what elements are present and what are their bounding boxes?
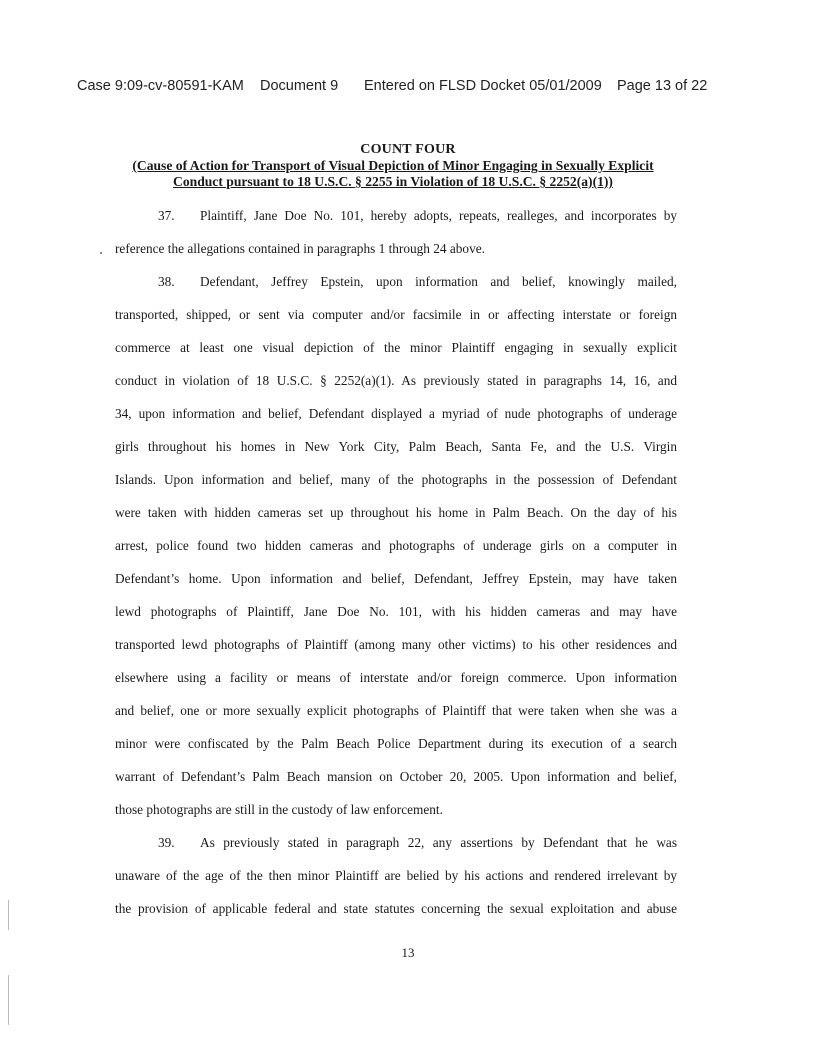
- paragraph-line: those photographs are still in the custody of law enforcement.: [115, 802, 443, 817]
- paragraph-line: the provision of applicable federal and state statutes concerning the sexual exploitation and abuse: [115, 901, 677, 916]
- paragraph-line: girls throughout his homes in New York City, Palm Beach, Santa Fe, and the U.S. Virgin: [115, 439, 677, 454]
- paragraph-line: unaware of the age of the then minor Plaintiff are belied by his actions and rendered irrelevant by: [115, 868, 677, 883]
- scan-speck: [100, 252, 102, 254]
- paragraph-38-first-line: [158, 274, 677, 290]
- paragraph-number: 38.: [158, 274, 175, 289]
- paragraph-number: 39.: [158, 835, 175, 850]
- paragraph-line: Islands. Upon information and belief, many of the photographs in the possession of Defendant: [115, 472, 677, 487]
- paragraph-text: As previously stated in paragraph 22, any assertions by Defendant that he was: [200, 835, 677, 850]
- paragraph-line: lewd photographs of Plaintiff, Jane Doe No. 101, with his hidden cameras and may have: [115, 604, 677, 619]
- case-number: Case 9:09-cv-80591-KAM: [77, 78, 244, 94]
- paragraph-text: Plaintiff, Jane Doe No. 101, hereby adopts, repeats, realleges, and incorporates by: [200, 208, 677, 223]
- paragraph-line: conduct in violation of 18 U.S.C. § 2252(a)(1). As previously stated in paragraphs 14, 16, and: [115, 373, 677, 388]
- paragraph-line: reference the allegations contained in paragraphs 1 through 24 above.: [115, 241, 485, 256]
- paragraph-line: elsewhere using a facility or means of interstate and/or foreign commerce. Upon information: [115, 670, 677, 685]
- paragraph-line: Defendant’s home. Upon information and belief, Defendant, Jeffrey Epstein, may have taken: [115, 571, 677, 586]
- paragraph-line: minor were confiscated by the Palm Beach Police Department during its execution of a search: [115, 736, 677, 751]
- paragraph-line: 34, upon information and belief, Defendant displayed a myriad of nude photographs of underage: [115, 406, 677, 421]
- page-of-total: Page 13 of 22: [617, 78, 708, 94]
- document-number: Document 9: [260, 78, 339, 94]
- paragraph-number: 37.: [158, 208, 175, 223]
- paragraph-text: Defendant, Jeffrey Epstein, upon information and belief, knowingly mailed,: [200, 274, 677, 289]
- paragraph-37-first-line: [158, 208, 677, 224]
- cause-heading-line-1: (Cause of Action for Transport of Visual Depiction of Minor Engaging in Sexually Explicit: [132, 158, 654, 173]
- paragraph-line: warrant of Defendant’s Palm Beach mansion on October 20, 2005. Upon information and belief,: [115, 769, 677, 784]
- cause-heading-line-2: Conduct pursuant to 18 U.S.C. § 2255 in Violation of 18 U.S.C. § 2252(a)(1)): [173, 174, 613, 189]
- paragraph-line: transported, shipped, or sent via computer and/or facsimile in or affecting interstate or foreign: [115, 307, 677, 322]
- page-number: 13: [401, 945, 415, 960]
- paragraph-line: commerce at least one visual depiction of the minor Plaintiff engaging in sexually explicit: [115, 340, 677, 355]
- scan-edge-mark: [8, 975, 9, 1025]
- paragraph-39-first-line: [158, 835, 677, 851]
- scan-edge-mark: [8, 900, 9, 930]
- paragraph-line: and belief, one or more sexually explicit photographs of Plaintiff that were taken when she was a: [115, 703, 677, 718]
- paragraph-line: transported lewd photographs of Plaintiff (among many other victims) to his other residences and: [115, 637, 677, 652]
- docket-entry: Entered on FLSD Docket 05/01/2009: [364, 78, 602, 94]
- count-title: COUNT FOUR: [360, 142, 456, 157]
- paragraph-line: arrest, police found two hidden cameras and photographs of underage girls on a computer in: [115, 538, 677, 553]
- paragraph-line: were taken with hidden cameras set up throughout his home in Palm Beach. On the day of his: [115, 505, 677, 520]
